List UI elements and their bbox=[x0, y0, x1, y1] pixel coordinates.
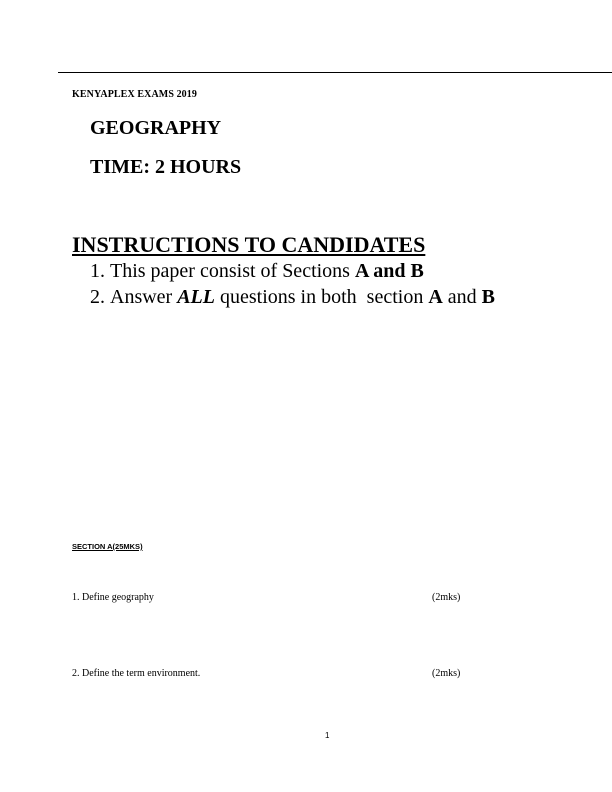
instruction-emphasis-a: A bbox=[428, 286, 443, 308]
instruction-text: Answer bbox=[110, 286, 178, 308]
question-marks: (2mks) bbox=[432, 592, 461, 603]
subject-title: GEOGRAPHY bbox=[90, 117, 222, 139]
instruction-item bbox=[90, 258, 495, 284]
page-number: 1 bbox=[325, 731, 330, 740]
instruction-number: 1. bbox=[90, 260, 105, 282]
instruction-list bbox=[90, 258, 495, 310]
time-allowed: TIME: 2 HOURS bbox=[90, 156, 242, 178]
instruction-text: questions in both section bbox=[215, 286, 429, 308]
header-rule bbox=[58, 72, 612, 73]
instruction-emphasis: A and B bbox=[354, 260, 424, 282]
instructions-heading: INSTRUCTIONS TO CANDIDATES bbox=[72, 232, 426, 257]
question-text: 1. Define geography bbox=[72, 592, 154, 603]
instruction-number: 2. bbox=[90, 286, 105, 308]
question-text: 2. Define the term environment. bbox=[72, 668, 201, 679]
section-a-heading: SECTION A(25MKS) bbox=[72, 542, 143, 551]
instruction-text: This paper consist of Sections bbox=[110, 260, 355, 282]
instruction-item bbox=[90, 284, 495, 310]
question-marks: (2mks) bbox=[432, 668, 461, 679]
instruction-emphasis-b: B bbox=[481, 286, 496, 308]
instruction-emphasis-all: ALL bbox=[177, 286, 215, 308]
instruction-text: and bbox=[442, 286, 482, 308]
exam-title: KENYAPLEX EXAMS 2019 bbox=[72, 89, 197, 100]
